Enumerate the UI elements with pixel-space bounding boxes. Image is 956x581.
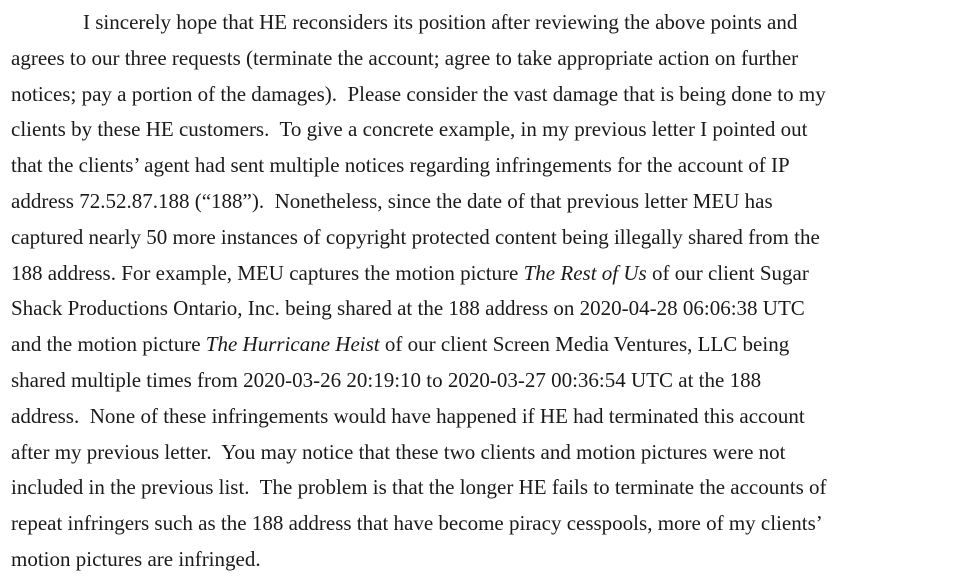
text-segment: I sincerely hope that HE reconsiders its position after reviewing the above points and	[83, 10, 798, 34]
text-segment: Shack Productions Ontario, Inc. being shared at the 188 address on 2020-04-28 06:06:38 UTC	[11, 296, 805, 321]
paragraph-line	[11, 291, 951, 327]
paragraph-line	[11, 220, 951, 256]
paragraph-line	[11, 256, 951, 292]
text-segment: and the motion picture	[11, 332, 206, 357]
paragraph-line	[11, 184, 951, 220]
text-segment: captured nearly 50 more instances of copyright protected content being illegally shared from the	[11, 224, 820, 249]
paragraph-line	[11, 148, 951, 184]
paragraph-line	[11, 542, 951, 578]
movie-title-the-hurricane-heist: The Hurricane Heist	[205, 332, 380, 357]
paragraph-line	[11, 5, 951, 41]
text-segment: repeat infringers such as the 188 address that have become piracy cesspools, more of my clients’	[11, 511, 823, 536]
text-segment: included in the previous list. The problem is that the longer HE fails to terminate the accounts of	[11, 475, 827, 500]
paragraph-line	[11, 506, 951, 542]
text-segment: 188 address. For example, MEU captures the motion picture	[11, 260, 524, 285]
movie-title-the-rest-of-us: The Rest of Us	[523, 260, 647, 285]
text-segment: that the clients’ agent had sent multiple notices regarding infringements for the account of IP	[11, 153, 790, 178]
text-segment: shared multiple times from 2020-03-26 20:19:10 to 2020-03-27 00:36:54 UTC at the 188	[11, 367, 762, 392]
paragraph-line	[11, 470, 951, 506]
text-segment: of our client Sugar	[646, 260, 809, 285]
paragraph-line	[11, 112, 951, 148]
text-segment: after my previous letter. You may notice that these two clients and motion pictures were not	[11, 439, 786, 464]
text-segment: of our client Screen Media Ventures, LLC being	[379, 332, 790, 357]
paragraph-line	[11, 327, 951, 363]
paragraph-line	[11, 363, 951, 399]
text-segment: clients by these HE customers. To give a concrete example, in my previous letter I pointed out	[11, 117, 808, 142]
text-segment: motion pictures are infringed.	[11, 546, 261, 571]
paragraph-line	[11, 77, 951, 113]
text-segment: agrees to our three requests (terminate the account; agree to take appropriate action on further	[11, 45, 799, 70]
text-segment: address. None of these infringements would have happened if HE had terminated this account	[11, 403, 805, 428]
paragraph-line	[11, 41, 951, 77]
text-segment: address 72.52.87.188 (“188”). Nonetheless, since the date of that previous letter MEU has	[11, 188, 773, 213]
letter-paragraph	[11, 5, 951, 578]
paragraph-line	[11, 435, 951, 471]
text-segment: notices; pay a portion of the damages). Please consider the vast damage that is being done to my	[11, 81, 826, 106]
paragraph-line	[11, 399, 951, 435]
